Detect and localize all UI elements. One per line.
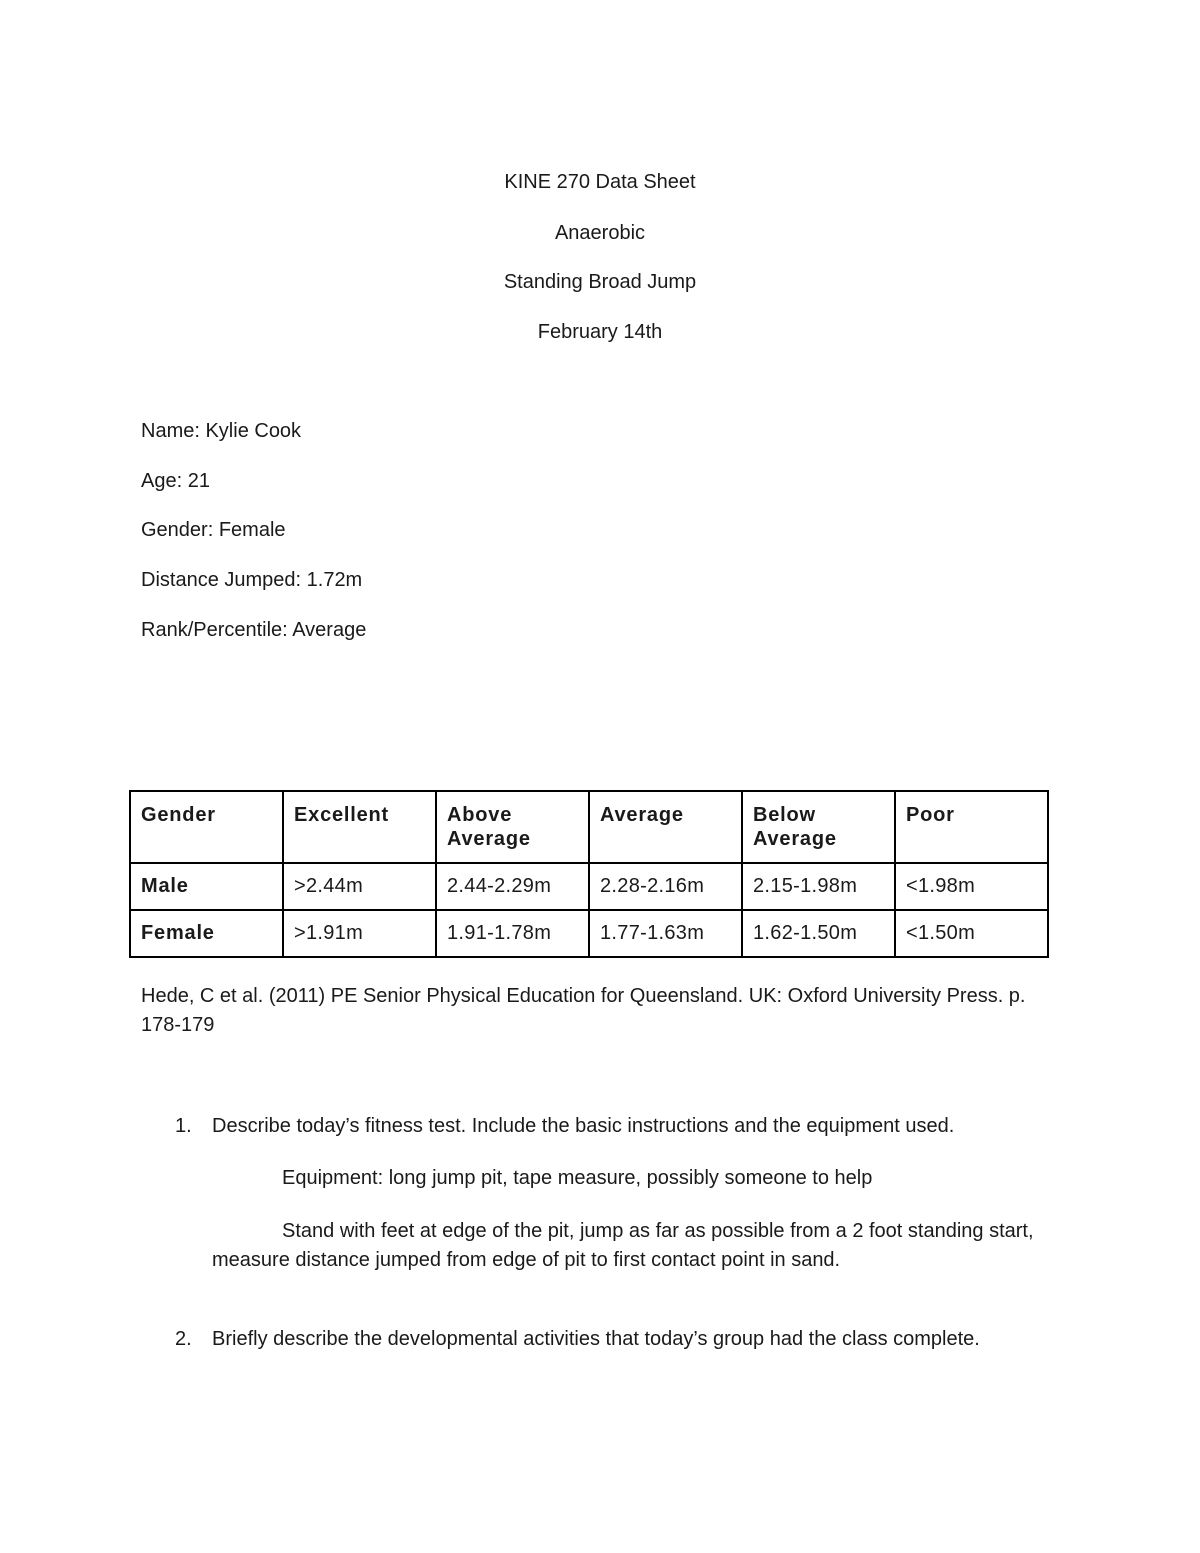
- header-excellent: Excellent: [283, 791, 436, 863]
- table-cell: <1.98m: [895, 863, 1048, 910]
- header-above-average: Above Average: [436, 791, 589, 863]
- test-category: Anaerobic: [554, 222, 646, 244]
- table-header-row: [130, 791, 1048, 863]
- citation: Hede, C et al. (2011) PE Senior Physical Education for Queensland. UK: Oxford University Press. p. 178-179: [141, 985, 1026, 1036]
- table-cell: >2.44m: [283, 863, 436, 910]
- document-title: KINE 270 Data Sheet: [504, 171, 696, 193]
- question-text: Describe today’s fitness test. Include the basic instructions and the equipment used.: [212, 1115, 955, 1137]
- table-cell: Female: [130, 910, 283, 957]
- answer-equipment: Equipment: long jump pit, tape measure, possibly someone to help: [282, 1167, 873, 1189]
- norms-table: [129, 790, 1049, 958]
- table-row: [130, 863, 1048, 910]
- test-date: February 14th: [537, 321, 663, 343]
- table-cell: 1.91-1.78m: [436, 910, 589, 957]
- header-poor: Poor: [895, 791, 1048, 863]
- header-average: Average: [589, 791, 742, 863]
- table-cell: 2.15-1.98m: [742, 863, 895, 910]
- participant-name: Name: Kylie Cook: [141, 420, 302, 442]
- header-gender: Gender: [130, 791, 283, 863]
- header-below-average: Below Average: [742, 791, 895, 863]
- test-name: Standing Broad Jump: [503, 271, 697, 293]
- participant-age: Age: 21: [141, 470, 210, 492]
- table-cell: 2.44-2.29m: [436, 863, 589, 910]
- question-text: Briefly describe the developmental activities that today’s group had the class complete.: [212, 1328, 980, 1350]
- rank-percentile: Rank/Percentile: Average: [141, 619, 367, 641]
- table-row: [130, 910, 1048, 957]
- table-cell: Male: [130, 863, 283, 910]
- table-cell: 2.28-2.16m: [589, 863, 742, 910]
- participant-gender: Gender: Female: [141, 519, 286, 541]
- table-cell: <1.50m: [895, 910, 1048, 957]
- table-cell: 1.77-1.63m: [589, 910, 742, 957]
- answer-instructions: Stand with feet at edge of the pit, jump as far as possible from a 2 foot standing start, measure distance jumped from edge of pit to first contact point in sand.: [212, 1220, 1034, 1271]
- distance-jumped: Distance Jumped: 1.72m: [141, 569, 363, 591]
- question-number: 1.: [175, 1115, 192, 1137]
- table-cell: 1.62-1.50m: [742, 910, 895, 957]
- table-cell: >1.91m: [283, 910, 436, 957]
- question-number: 2.: [175, 1328, 192, 1350]
